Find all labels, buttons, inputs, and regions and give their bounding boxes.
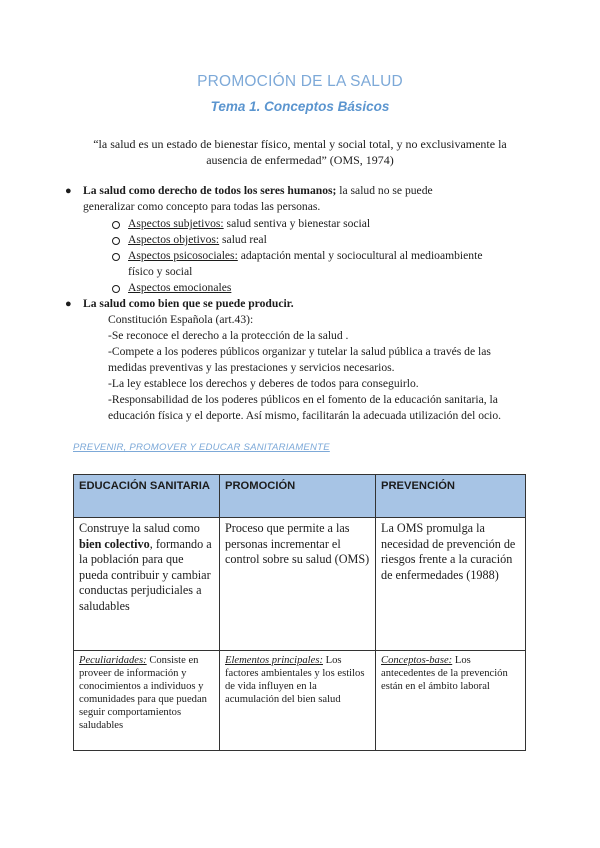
quote <box>82 136 518 168</box>
table-header-cell: EDUCACIÓN SANITARIA <box>74 475 220 518</box>
table-cell <box>376 651 526 751</box>
table-cell: La OMS promulga la necesidad de prevención de riesgos frente a la curación de enfermedades (1988) <box>376 518 526 651</box>
table-header-cell: PROMOCIÓN <box>220 475 376 518</box>
sub-item-text: salud real <box>219 233 267 246</box>
bullet-item <box>65 296 523 312</box>
table-cell: Proceso que permite a las personas incrementar el control sobre su salud (OMS) <box>220 518 376 651</box>
sub-item <box>128 232 528 248</box>
sub-item-label: Aspectos subjetivos: <box>128 217 224 230</box>
body-line: -La ley establece los derechos y deberes de todos para conseguirlo. <box>108 377 419 390</box>
quote-line-1: “la salud es un estado de bienestar físico, mental y social total, y no exclusivamente la <box>93 137 507 151</box>
sub-item-text: adaptación mental y sociocultural al medioambiente <box>237 249 483 262</box>
sub-item-text-cont: físico y social <box>128 265 193 278</box>
body-line: -Compete a los poderes públicos organizar y tutelar la salud pública a través de las <box>108 345 491 358</box>
circle-bullet-icon <box>112 221 120 229</box>
table-cell <box>220 651 376 751</box>
cell-label: Conceptos-base: <box>381 655 453 666</box>
table-cell <box>74 651 220 751</box>
cell-text: Construye la salud como <box>79 521 200 535</box>
table-row <box>74 518 526 651</box>
sub-item-label: Aspectos psicosociales: <box>128 249 238 262</box>
sub-item-label: Aspectos objetivos: <box>128 233 220 246</box>
cell-text: , formando a la población para que pueda contribuir y cambiar conductas perjudiciales a saludables <box>79 536 212 613</box>
cell-bold-text: bien colectivo <box>79 536 150 551</box>
page-subtitle: Tema 1. Conceptos Básicos <box>210 99 390 114</box>
page-title: PROMOCIÓN DE LA SALUD <box>197 73 403 90</box>
sub-item-label: Aspectos emocionales <box>128 281 232 294</box>
cell-text: Los antecedentes de la prevención están en el ámbito laboral <box>381 655 508 692</box>
cell-label: Elementos principales: <box>225 655 323 666</box>
bullet-icon: ● <box>65 185 72 197</box>
body-line: Constitución Española (art.43): <box>108 313 254 326</box>
body-line: -Responsabilidad de los poderes públicos en el fomento de la educación sanitaria, la <box>108 393 498 406</box>
cell-text: Consiste en proveer de información y conocimientos a individuos y comunidades para que puedan seguir comportamientos saludables <box>79 655 207 731</box>
body-line: medidas preventivas y las prestaciones y servicios necesarios. <box>108 361 395 374</box>
cell-text: Los factores ambientales y los estilos de vida influyen en la acumulación del bien salud <box>225 655 365 705</box>
bullet-item <box>65 183 523 215</box>
bullet-text: la salud no se puede <box>336 184 433 197</box>
sub-item <box>128 280 528 296</box>
sub-item <box>128 248 528 280</box>
circle-bullet-icon <box>112 285 120 293</box>
table-header-cell: PREVENCIÓN <box>376 475 526 518</box>
body-line: -Se reconoce el derecho a la protección de la salud . <box>108 329 349 342</box>
comparison-table <box>73 474 526 751</box>
quote-line-2: ausencia de enfermedad” (OMS, 1974) <box>206 153 394 167</box>
table-header-row <box>74 475 526 518</box>
cell-label: Peculiaridades: <box>79 655 147 666</box>
bullet-bold: La salud como bien que se puede producir. <box>83 297 294 310</box>
section-heading: PREVENIR, PROMOVER Y EDUCAR SANITARIAMENTE <box>73 442 330 453</box>
table-row <box>74 651 526 751</box>
bullet-text-cont: generalizar como concepto para todas las personas. <box>83 200 321 213</box>
body-line: educación física y el deporte. Así mismo, facilitarán la adecuada utilización del ocio. <box>108 409 502 422</box>
bullet-icon: ● <box>65 298 72 310</box>
table-cell <box>74 518 220 651</box>
circle-bullet-icon <box>112 237 120 245</box>
sub-item-text: salud sentiva y bienestar social <box>223 217 371 230</box>
circle-bullet-icon <box>112 253 120 261</box>
body-text <box>108 312 528 424</box>
bullet-bold: La salud como derecho de todos los seres humanos; <box>83 184 337 197</box>
sub-item <box>128 216 528 232</box>
